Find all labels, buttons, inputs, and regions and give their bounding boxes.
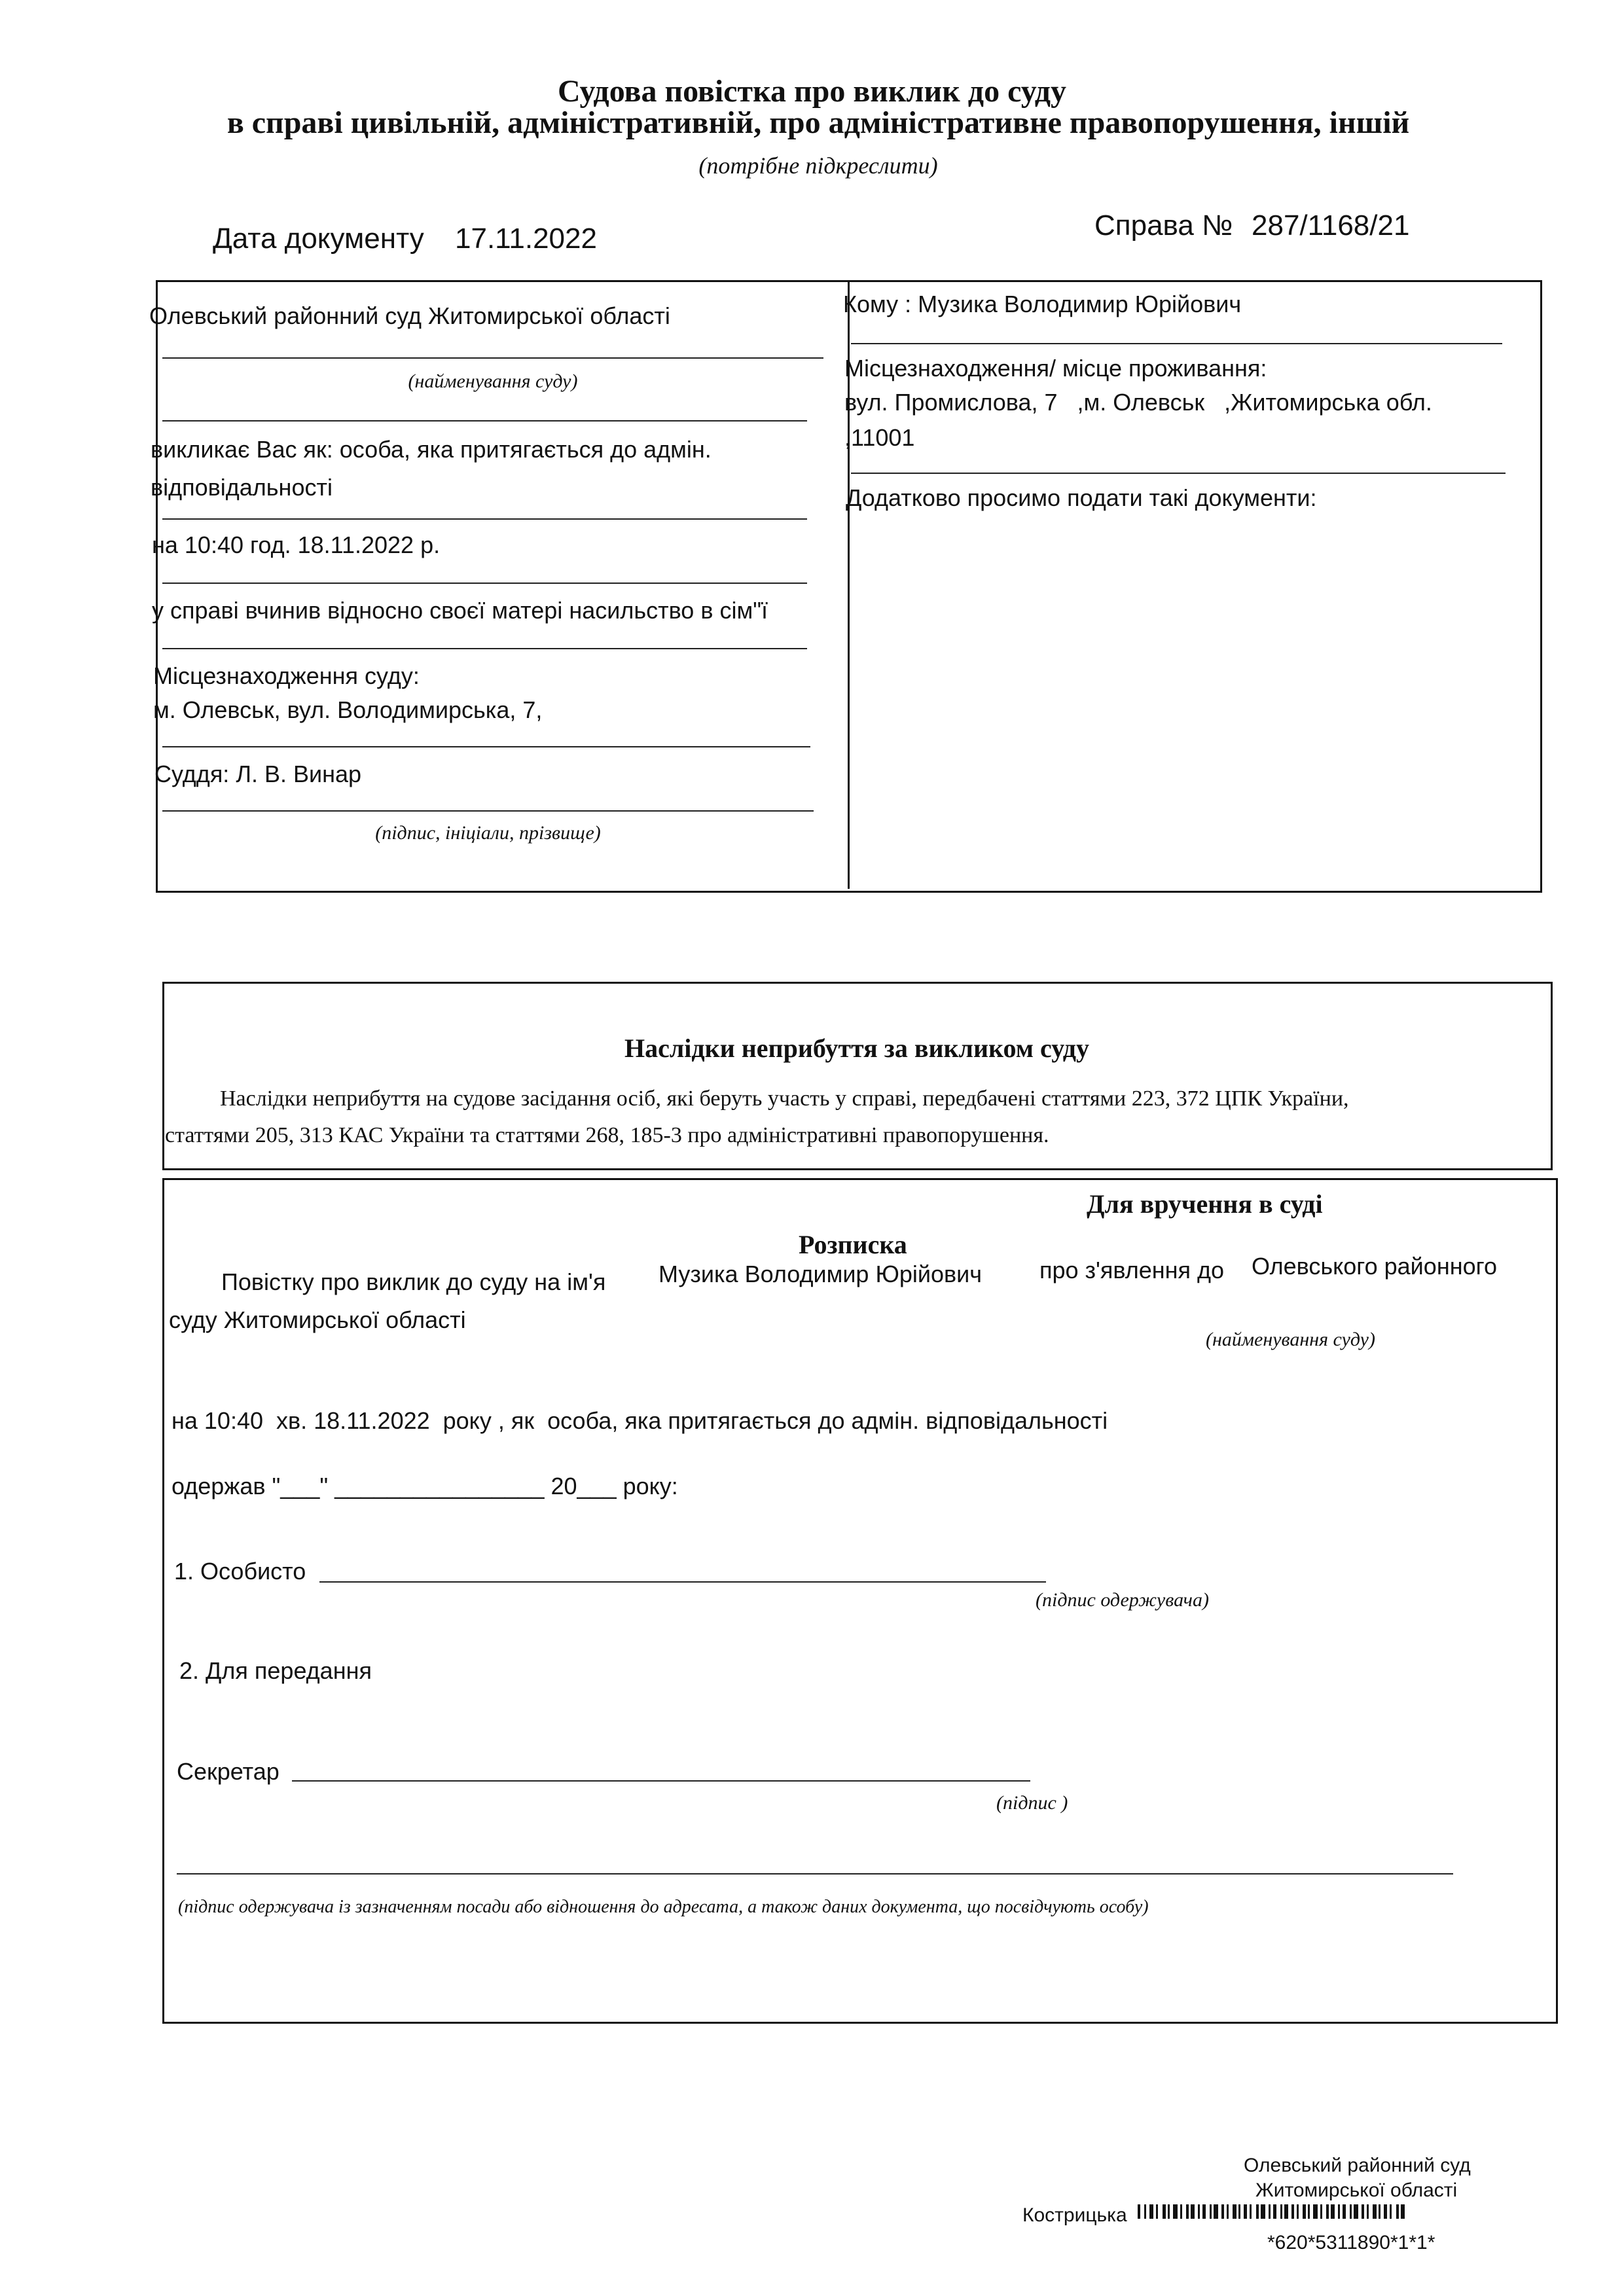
for-court-label: Для вручення в суді (1087, 1189, 1323, 1219)
secretary-caption: (підпис ) (996, 1792, 1068, 1814)
hearing-time: на 10:40 год. 18.11.2022 р. (152, 531, 441, 558)
recipient-signature-line[interactable] (177, 1873, 1453, 1874)
case-label: Справа № (1094, 209, 1233, 242)
barcode (1138, 2204, 1583, 2228)
recipient-name: Музика Володимир Юрійович (659, 1261, 982, 1287)
transfer-label: 2. Для передання (179, 1657, 372, 1684)
receipt-court-b: суду Житомирської області (169, 1306, 466, 1333)
receipt-title: Розписка (799, 1230, 907, 1259)
judge: Суддя: Л. В. Винар (154, 761, 362, 787)
receipt-text-2: про з'явлення до (1039, 1257, 1225, 1283)
court-location-label: Місцезнаходження суду: (153, 662, 420, 689)
receipt-court-caption: (найменування суду) (1206, 1329, 1375, 1350)
address-line-2: ,11001 (844, 424, 915, 451)
document-subtitle: в справі цивільній, адміністративній, про адміністративне правопорушення, іншій (226, 105, 1410, 140)
case-description: у справі вчинив відносно своєї матері насильство в сім"ї (152, 597, 768, 624)
personal-signature-line[interactable] (319, 1581, 1046, 1583)
doc-date-label: Дата документу (213, 223, 424, 255)
stamp-court-1: Олевський районний суд (1244, 2155, 1471, 2176)
consequences-title: Наслідки неприбуття за викликом суду (624, 1033, 1089, 1063)
receipt-text-1: Повістку про виклик до суду на ім'я (221, 1268, 606, 1295)
court-caption: (найменування суду) (408, 370, 578, 392)
personal-label: 1. Особисто (174, 1558, 306, 1585)
personal-caption: (підпис одержувача) (1036, 1589, 1209, 1611)
court-location: м. Олевськ, вул. Володимирська, 7, (153, 696, 543, 723)
consequences-text-2: статтями 205, 313 КАС України та статтями 268, 185-3 про адміністративні правопорушення. (165, 1123, 1049, 1147)
underline-note: (потрібне підкреслити) (698, 152, 938, 179)
documents-label: Додатково просимо подати такі документи: (846, 484, 1317, 511)
summoned-as: викликає Вас як: особа, яка притягається до адмін. відповідальності (151, 436, 712, 501)
court-name: Олевський районний суд Житомирської області (149, 302, 670, 329)
recipient: Кому : Музика Володимир Юрійович (843, 291, 1242, 317)
bottom-caption: (підпис одержувача із зазначенням посади або відношення до адресата, а також даних документа, що посвідчують особу) (178, 1897, 1149, 1917)
address-label: Місцезнаходження/ місце проживання: (844, 355, 1267, 382)
stamp-court-2: Житомирської області (1255, 2179, 1458, 2201)
doc-date: 17.11.2022 (455, 223, 597, 255)
receipt-court-a: Олевського районного (1252, 1253, 1497, 1280)
secretary-label: Секретар (177, 1758, 280, 1785)
receipt-time: на 10:40 хв. 18.11.2022 року , як особа, яка притягається до адмін. відповідальності (171, 1407, 1108, 1434)
clerk-name: Кострицька (1022, 2204, 1127, 2226)
case-number: 287/1168/21 (1252, 209, 1410, 242)
consequences-text-1: Наслідки неприбуття на судове засідання осіб, які беруть участь у справі, передбачені статтями 223, 372 ЦПК України, (220, 1086, 1349, 1111)
judge-caption: (підпис, ініціали, прізвище) (375, 822, 601, 844)
barcode-text: *620*5311890*1*1* (1267, 2232, 1435, 2253)
secretary-signature-line[interactable] (292, 1780, 1030, 1782)
received-date: одержав "___" ________________ 20___ року: (171, 1473, 678, 1499)
document-title: Судова повістка про виклик до суду (557, 74, 1067, 109)
address-line-1: вул. Промислова, 7 ,м. Олевськ ,Житомирська обл. (844, 389, 1432, 416)
